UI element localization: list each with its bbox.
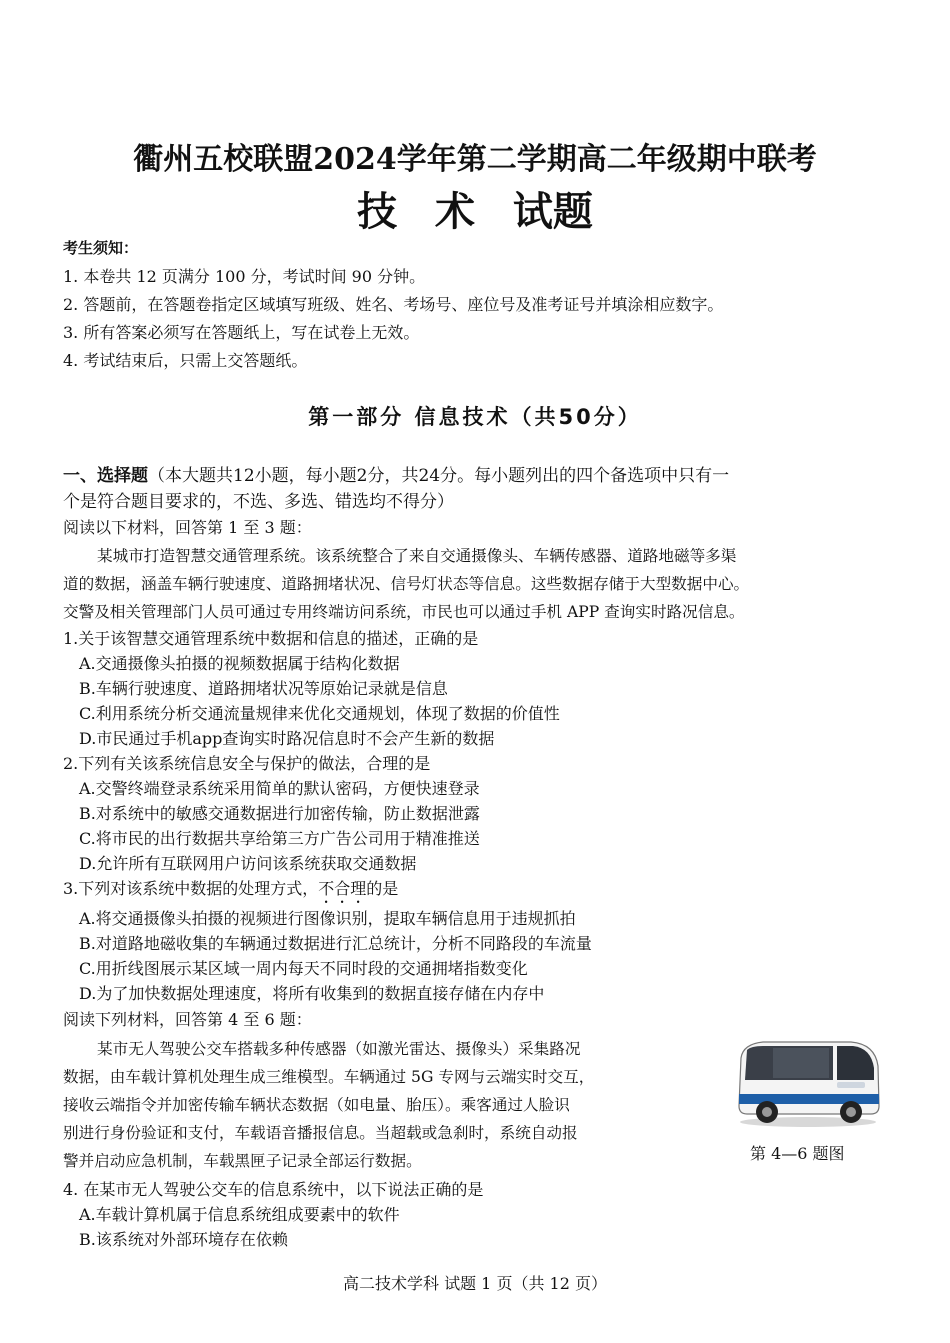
material-line: 道的数据，涵盖车辆行驶速度、道路拥堵状况、信号灯状态等信息。这些数据存储于大型数据中心。 — [63, 575, 750, 593]
material-line: 某城市打造智慧交通管理系统。该系统整合了来自交通摄像头、车辆传感器、道路地磁等多渠 — [97, 547, 737, 565]
notice-item: 4. 考试结束后，只需上交答题纸。 — [63, 351, 308, 370]
question-stem: 1.关于该智慧交通管理系统中数据和信息的描述，正确的是 — [63, 629, 479, 648]
option: C.将市民的出行数据共享给第三方广告公司用于精准推送 — [79, 829, 480, 848]
notice-item: 2. 答题前，在答题卷指定区域填写班级、姓名、考场号、座位号及准考证号并填涂相应数字。 — [63, 295, 724, 314]
option: B.对道路地磁收集的车辆通过数据进行汇总统计，分析不同路段的车流量 — [79, 934, 592, 953]
section-header — [63, 465, 729, 487]
section-label: 一、选择题 — [63, 466, 148, 486]
reading-instruction: 阅读下列材料，回答第 4 至 6 题： — [63, 1010, 312, 1029]
question-stem: 4. 在某市无人驾驶公交车的信息系统中，以下说法正确的是 — [63, 1180, 484, 1199]
stem-pre: 3.下列对该系统中数据的处理方式， — [63, 879, 319, 898]
subject-title: 技 术 试题 — [357, 188, 593, 235]
stem-post: 的是 — [366, 879, 399, 898]
option: D.市民通过手机app查询实时路况信息时不会产生新的数据 — [79, 729, 495, 748]
material-line: 某市无人驾驶公交车搭载多种传感器（如激光雷达、摄像头）采集路况 — [97, 1040, 581, 1058]
option: A.将交通摄像头拍摄的视频进行图像识别，提取车辆信息用于违规抓拍 — [79, 909, 576, 928]
reading-instruction: 阅读以下材料，回答第 1 至 3 题： — [63, 518, 312, 537]
question-stem: 2.下列有关该系统信息安全与保护的做法，合理的是 — [63, 754, 431, 773]
question-stem — [63, 878, 398, 907]
autonomous-bus-image — [733, 1036, 883, 1128]
notice-heading: 考生须知： — [63, 239, 139, 257]
material-line: 警并启动应急机制，车载黑匣子记录全部运行数据。 — [63, 1152, 422, 1170]
notice-item: 1. 本卷共 12 页满分 100 分，考试时间 90 分钟。 — [63, 267, 426, 286]
option: B.车辆行驶速度、道路拥堵状况等原始记录就是信息 — [79, 679, 448, 698]
option: B.对系统中的敏感交通数据进行加密传输，防止数据泄露 — [79, 804, 480, 823]
material-line: 交警及相关管理部门人员可通过专用终端访问系统，市民也可以通过手机 APP 查询实时路况信息。 — [63, 603, 745, 621]
option: C.利用系统分析交通流量规律来优化交通规划，体现了数据的价值性 — [79, 704, 560, 723]
figure-caption: 第 4—6 题图 — [750, 1144, 845, 1163]
option: B.该系统对外部环境存在依赖 — [79, 1230, 288, 1249]
exam-title: 衢州五校联盟2024学年第二学期高二年级期中联考 — [133, 142, 817, 177]
section-desc: （本大题共12小题，每小题2分，共24分。每小题列出的四个备选项中只有一 — [148, 466, 730, 486]
option: A.车载计算机属于信息系统组成要素中的软件 — [79, 1205, 400, 1224]
material-line: 别进行身份验证和支付，车载语音播报信息。当超载或急刹时，系统自动报 — [63, 1124, 578, 1142]
notice-item: 3. 所有答案必须写在答题纸上，写在试卷上无效。 — [63, 323, 420, 342]
option: A.交警终端登录系统采用简单的默认密码，方便快速登录 — [79, 779, 480, 798]
material-line: 接收云端指令并加密传输车辆状态数据（如电量、胎压）。乘客通过人脸识 — [63, 1096, 570, 1114]
material-line: 数据，由车载计算机处理生成三维模型。车辆通过 5G 专网与云端实时交互， — [63, 1068, 595, 1086]
option: A.交通摄像头拍摄的视频数据属于结构化数据 — [79, 654, 400, 673]
option: C.用折线图展示某区域一周内每天不同时段的交通拥堵指数变化 — [79, 959, 528, 978]
option: D.允许所有互联网用户访问该系统获取交通数据 — [79, 854, 417, 873]
option: D.为了加快数据处理速度，将所有收集到的数据直接存储在内存中 — [79, 984, 545, 1003]
section-desc-cont: 个是符合题目要求的，不选、多选、错选均不得分） — [63, 492, 454, 512]
part-title: 第一部分 信息技术（共50分） — [308, 405, 642, 429]
stem-emphasis: 不合理 — [318, 879, 367, 898]
page-footer: 高二技术学科 试题 1 页（共 12 页） — [343, 1274, 607, 1293]
